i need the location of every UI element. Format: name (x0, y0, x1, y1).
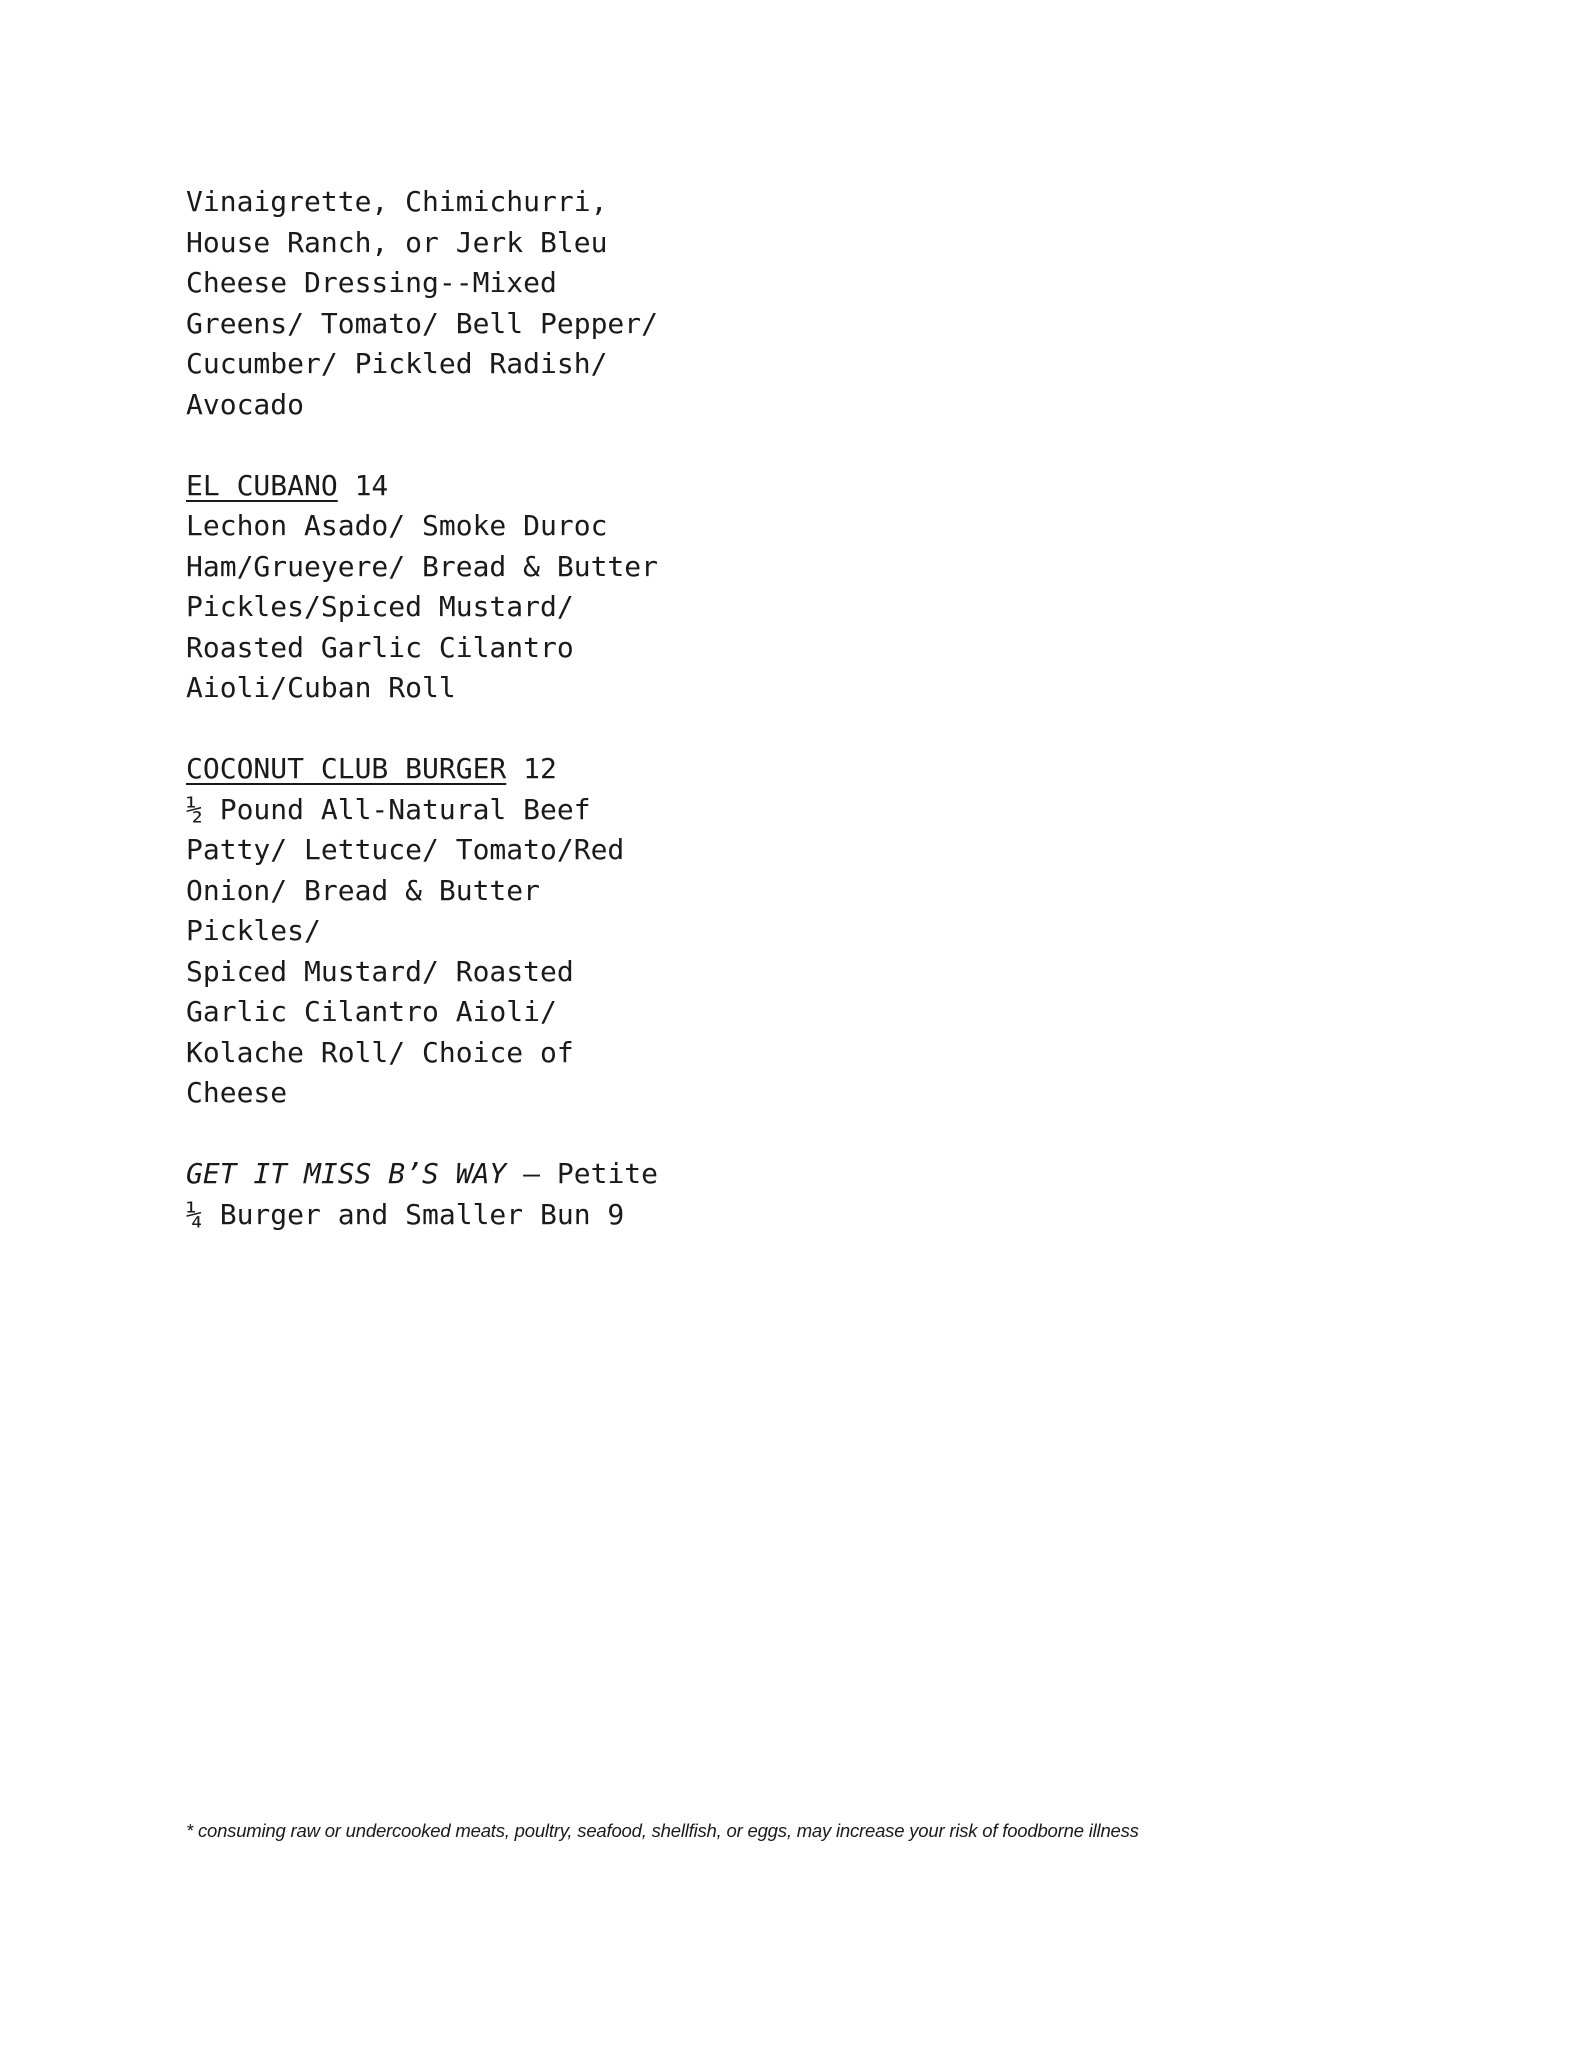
description-line: Avocado (186, 387, 305, 421)
menu-item-price: 12 (523, 752, 557, 785)
description-line: Vinaigrette, Chimichurri, (186, 185, 608, 218)
spacer (186, 709, 886, 750)
description-line: Ham/Grueyere/ Bread & Butter (186, 549, 659, 583)
menu-item-coconut-club-burger (186, 749, 886, 1114)
menu-item-name: EL CUBANO (186, 468, 338, 502)
description-line: Spiced Mustard/ Roasted (186, 954, 574, 988)
description-line: House Ranch, or Jerk Bleu (186, 225, 608, 259)
menu-item-el-cubano (186, 466, 886, 709)
spacer (186, 425, 886, 466)
description-line: Aioli/Cuban Roll (186, 671, 456, 704)
variant-name: GET IT MISS B’S WAY (186, 1157, 507, 1190)
menu-item-name: COCONUT CLUB BURGER (186, 752, 507, 785)
description-line: Pickles/Spiced Mustard/ (186, 590, 574, 623)
menu-item-heading (186, 466, 886, 507)
description-line: Onion/ Bread & Butter (186, 873, 541, 907)
description-line: Pickles/ (186, 914, 321, 947)
menu-content (186, 182, 886, 1235)
description-line: Garlic Cilantro Aioli/ (186, 995, 557, 1028)
description-line: Roasted Garlic Cilantro (186, 630, 574, 664)
variant-description: ¼ Burger and Smaller Bun 9 (186, 1197, 625, 1231)
description-line: Greens/ Tomato/ Bell Pepper/ (186, 306, 659, 340)
menu-variant-miss-b (186, 1154, 886, 1235)
continued-item-description (186, 182, 886, 425)
spacer (186, 1114, 886, 1155)
description-line: Cheese (186, 1076, 288, 1109)
description-line: ½ Pound All-Natural Beef (186, 792, 591, 826)
menu-item-price: 14 (354, 468, 389, 502)
description-line: Cheese Dressing--Mixed (186, 266, 557, 299)
food-safety-footnote: * consuming raw or undercooked meats, poultry, seafood, shellfish, or eggs, may increase your risk of foodborne illness (186, 1820, 1139, 1841)
description-line: Patty/ Lettuce/ Tomato/Red (186, 833, 625, 866)
description-line: Kolache Roll/ Choice of (186, 1035, 574, 1069)
menu-item-heading (186, 749, 886, 790)
description-line: Lechon Asado/ Smoke Duroc (186, 509, 608, 542)
variant-text: – Petite (506, 1157, 659, 1190)
description-line: Cucumber/ Pickled Radish/ (186, 347, 608, 380)
variant-heading (186, 1154, 886, 1195)
